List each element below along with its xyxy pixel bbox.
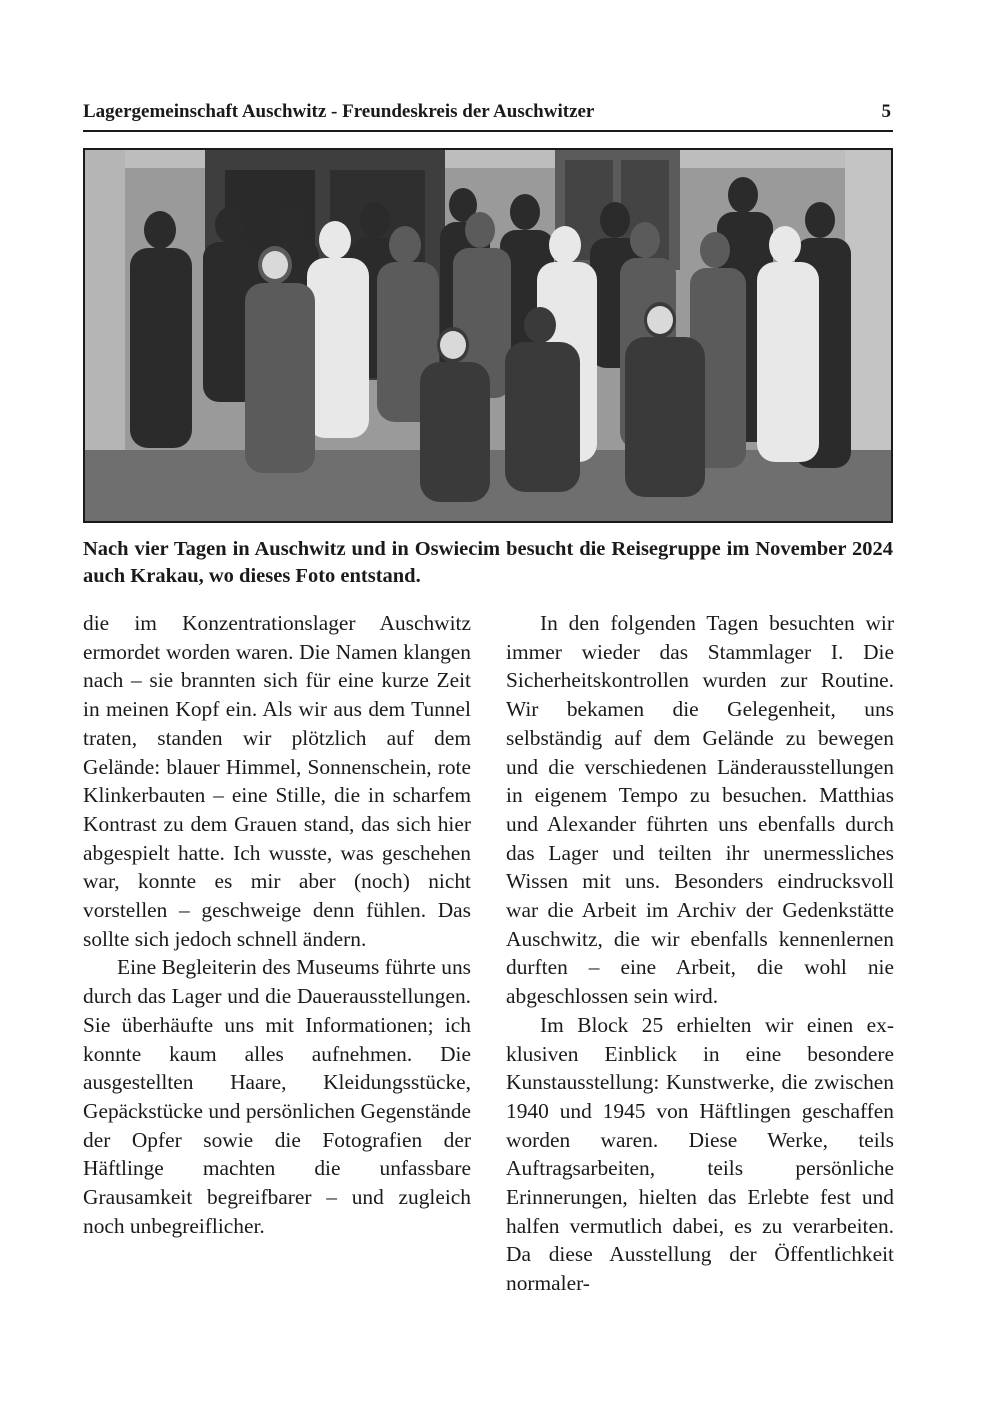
paragraph: die im Konzentrationslager Auschwitz ermordet worden waren. Die Namen klangen nach – sie brannten sich für eine kurze Zeit in meinen Kopf ein. Als wir aus dem Tunnel traten, standen wir plötzlich auf dem Gelände: blauer Himmel, Sonnenschein, rote Klinkerbauten – eine Stille, die in scharfem Kontrast zu dem Grauen stand, das sich hier abgespielt hatte. Ich wusste, was geschehen war, konnte es mir aber (noch) nicht vorstellen – geschweige denn fühlen. Das sollte sich jedoch schnell ändern. xyxy=(83,611,471,951)
group-photo-illustration xyxy=(85,150,891,521)
photo-caption: Nach vier Tagen in Auschwitz und in Oswiecim besucht die Reisegruppe im November 2024 auch Krakau, wo dieses Foto entstand. xyxy=(83,538,893,587)
group-photo xyxy=(83,148,893,523)
paragraph: In den folgenden Tagen besuchten wir immer wieder das Stammlager I. Die Sicherheitskontrollen wurden zur Routine. Wir bekamen die Gelegenheit, uns selbständig auf dem Gelände zu bewegen und die verschiedenen Länderausstellungen in eigenem Tempo zu besuchen. Matthias und Alexander führten uns ebenfalls durch das Lager und teilten ihr unermessliches Wissen mit uns. Besonders eindrucksvoll war die Arbeit im Archiv der Gedenkstätte Auschwitz, die wir ebenfalls kennenlernen durften – eine Arbeit, die wohl nie abgeschlossen sein wird. xyxy=(506,611,894,1009)
text-column-left xyxy=(83,609,471,1240)
page-number: 5 xyxy=(881,101,891,122)
paragraph: Im Block 25 erhielten wir einen exklusiven Einblick in eine besondere Kunstausstellung: Kunstwerke, die zwischen 1940 und 1945 von Häftlingen geschaffen worden waren. Diese Werke, teils Auftragsarbeiten, teils persönliche Erinnerungen, hielten das Erlebte fest und halfen vermutlich dabei, es zu verarbeiten. Da diese Ausstellung der Öffentlichkeit normaler- xyxy=(506,1012,894,1296)
running-header xyxy=(83,100,893,132)
text-column-right xyxy=(506,609,894,1298)
paragraph: Eine Begleiterin des Museums führte uns durch das Lager und die Dauerausstellungen. Sie überhäufte uns mit Informationen; ich konnte kaum alles aufnehmen. Die ausgestellten Haare, Kleidungsstücke, Gepäckstücke und persönlichen Gegenstände der Opfer sowie die Fotografien der Häftlinge machten die unfassbare Grausamkeit begreifbarer – und zugleich noch unbegreiflicher. xyxy=(83,955,471,1238)
header-title: Lagergemeinschaft Auschwitz - Freundeskreis der Auschwitzer xyxy=(83,101,595,122)
